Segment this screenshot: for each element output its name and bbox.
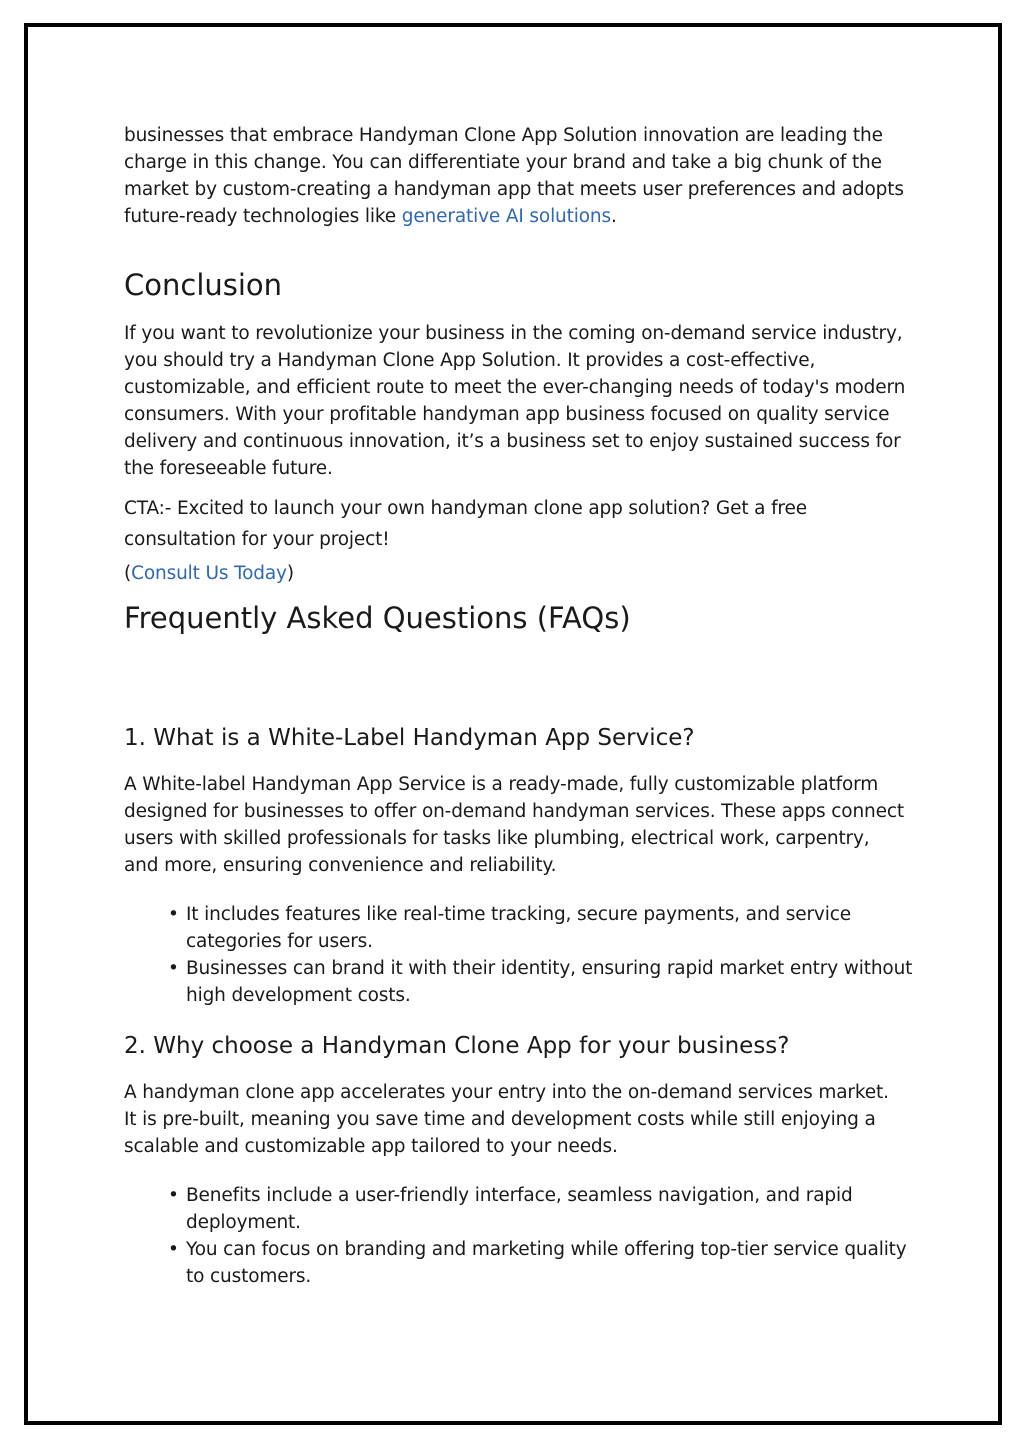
list-item-text: Businesses can brand it with their identity, ensuring rapid market entry without high development costs. bbox=[186, 958, 913, 1006]
intro-end: . bbox=[610, 206, 617, 227]
cta-paren-open: ( bbox=[124, 563, 132, 584]
cta-text: CTA:- Excited to launch your own handyman clone app solution? Get a free consultation for your project! bbox=[124, 498, 807, 550]
faq-question-1: 1. What is a White-Label Handyman App Service? bbox=[124, 725, 695, 751]
generative-ai-link[interactable]: generative AI solutions bbox=[401, 206, 611, 227]
bullet-icon: • bbox=[168, 904, 179, 925]
bullet-icon: • bbox=[168, 958, 179, 979]
consult-us-today-link[interactable]: Consult Us Today bbox=[131, 563, 287, 584]
cta-paren-close: ) bbox=[286, 563, 294, 584]
faq-question-2: 2. Why choose a Handyman Clone App for your business? bbox=[124, 1033, 790, 1059]
list-item-text: Benefits include a user-friendly interface, seamless navigation, and rapid deployment. bbox=[186, 1185, 853, 1233]
conclusion-heading: Conclusion bbox=[124, 268, 283, 302]
faq-answer-2-line-2: It is pre-built, meaning you save time and development costs while still enjoying a scalable and customizable app tailored to your needs. bbox=[124, 1109, 876, 1157]
cta-link-line bbox=[124, 560, 924, 587]
list-item bbox=[124, 1182, 924, 1236]
list-item-text: It includes features like real-time tracking, secure payments, and service categories for users. bbox=[186, 904, 851, 952]
intro-text: businesses that embrace Handyman Clone App Solution innovation are leading the charge in this change. You can differentiate your brand and take a big chunk of the market by custom-creating a handyman app that meets user preferences and adopts future-ready technologies like bbox=[124, 125, 904, 227]
list-item-text: You can focus on branding and marketing while offering top-tier service quality to customers. bbox=[186, 1239, 907, 1287]
bullet-icon: • bbox=[168, 1185, 179, 1206]
faq-answer-1: A White-label Handyman App Service is a ready-made, fully customizable platform designed for businesses to offer on-demand handyman services. These apps connect users with skilled professionals for tasks like plumbing, electrical work, carpentry, and more, ensuring convenience and reliability. bbox=[124, 774, 904, 876]
faq-2-bullet-list bbox=[124, 1182, 924, 1290]
faq-1-bullet-list bbox=[124, 901, 924, 1009]
faq-answer-2-line-1: A handyman clone app accelerates your entry into the on-demand services market. bbox=[124, 1082, 889, 1103]
list-item bbox=[124, 1236, 924, 1290]
bullet-icon: • bbox=[168, 1239, 179, 1260]
list-item bbox=[124, 955, 924, 1009]
document-content bbox=[124, 122, 924, 1290]
list-item bbox=[124, 901, 924, 955]
conclusion-paragraph: If you want to revolutionize your business in the coming on-demand service industry, you should try a Handyman Clone App Solution. It provides a cost-effective, customizable, and efficient route to meet the ever-changing needs of today's modern consumers. With your profitable handyman app business focused on quality service delivery and continuous innovation, it’s a business set to enjoy sustained success for the foreseeable future. bbox=[124, 323, 906, 479]
intro-paragraph bbox=[124, 122, 914, 230]
faqs-heading: Frequently Asked Questions (FAQs) bbox=[124, 601, 631, 635]
